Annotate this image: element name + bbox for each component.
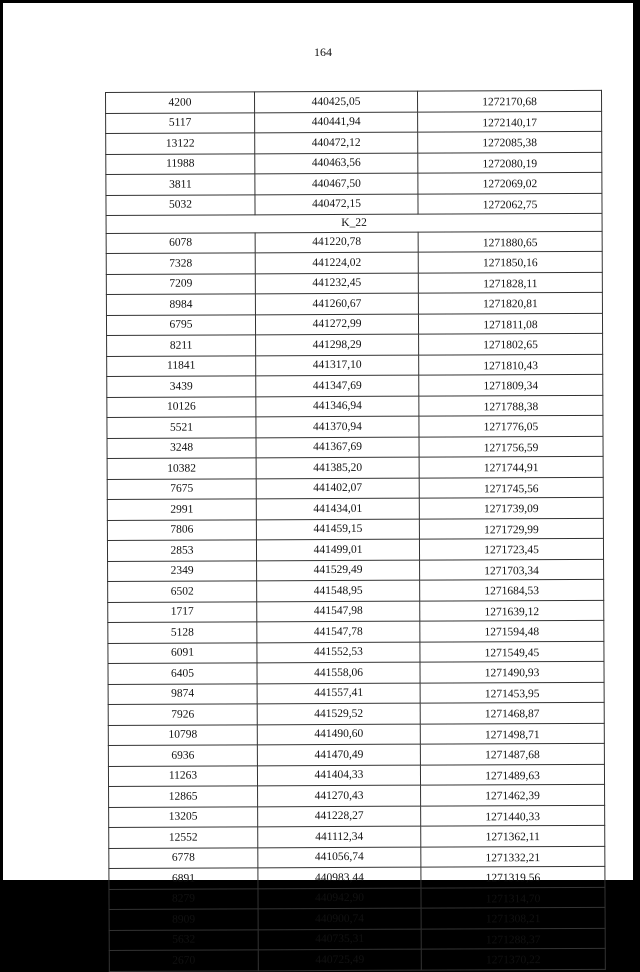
table-row <box>108 559 604 582</box>
x-coordinate-cell: 441385,20 <box>256 457 419 478</box>
x-coordinate-cell: 440983,44 <box>258 867 421 888</box>
point-number-cell: 6778 <box>109 847 258 868</box>
x-coordinate-cell: 440472,12 <box>255 132 418 153</box>
x-coordinate-cell: 441548,95 <box>257 580 420 601</box>
y-coordinate-cell: 1271723,45 <box>419 538 603 559</box>
table-row <box>106 90 602 113</box>
table-row <box>107 395 603 418</box>
y-coordinate-cell: 1271703,34 <box>420 559 604 580</box>
x-coordinate-cell: 441232,45 <box>255 273 418 294</box>
y-coordinate-cell: 1272170,68 <box>417 90 601 111</box>
point-number-cell: 3439 <box>107 376 256 397</box>
y-coordinate-cell: 1271776,05 <box>419 415 603 436</box>
y-coordinate-cell: 1271370,22 <box>421 948 605 969</box>
x-coordinate-cell: 440725,49 <box>258 949 421 970</box>
point-number-cell: 7328 <box>106 253 255 274</box>
table-row <box>109 907 605 930</box>
y-coordinate-cell: 1271880,65 <box>418 231 602 252</box>
x-coordinate-cell: 441347,69 <box>256 375 419 396</box>
table-row <box>108 600 604 623</box>
y-coordinate-cell: 1271744,91 <box>419 456 603 477</box>
y-coordinate-cell: 1271319,56 <box>421 866 605 887</box>
point-number-cell: 10382 <box>107 458 256 479</box>
point-number-cell: 6078 <box>106 232 255 253</box>
document-page <box>3 3 633 967</box>
table-row <box>109 784 605 807</box>
table-row <box>107 497 603 520</box>
table-row <box>107 436 603 459</box>
y-coordinate-cell: 1272085,38 <box>418 131 602 152</box>
table-row <box>107 518 603 541</box>
table-row <box>106 131 602 154</box>
table-row <box>109 825 605 848</box>
point-number-cell: 6502 <box>108 581 257 602</box>
x-coordinate-cell: 441490,60 <box>257 724 420 745</box>
x-coordinate-cell: 441298,29 <box>256 334 419 355</box>
point-number-cell: 6795 <box>106 314 255 335</box>
table-row <box>106 231 602 254</box>
x-coordinate-cell: 441552,53 <box>257 642 420 663</box>
table-row <box>106 193 602 216</box>
y-coordinate-cell: 1271314,70 <box>421 887 605 908</box>
point-number-cell: 5032 <box>106 194 255 215</box>
y-coordinate-cell: 1272069,02 <box>418 172 602 193</box>
x-coordinate-cell: 441370,94 <box>256 416 419 437</box>
y-coordinate-cell: 1271489,63 <box>420 764 604 785</box>
point-number-cell: 11263 <box>108 765 257 786</box>
x-coordinate-cell: 441470,49 <box>257 744 420 765</box>
x-coordinate-cell: 440735,31 <box>258 929 421 950</box>
point-number-cell: 5521 <box>107 417 256 438</box>
y-coordinate-cell: 1271820,81 <box>418 292 602 313</box>
table-row <box>109 948 605 971</box>
table-row <box>109 846 605 869</box>
x-coordinate-cell: 440900,74 <box>258 908 421 929</box>
table-row <box>108 661 604 684</box>
y-coordinate-cell: 1271487,68 <box>420 743 604 764</box>
x-coordinate-cell: 441529,49 <box>257 560 420 581</box>
y-coordinate-cell: 1271729,99 <box>419 518 603 539</box>
point-number-cell: 7675 <box>107 478 256 499</box>
x-coordinate-cell: 441270,43 <box>258 785 421 806</box>
point-number-cell: 7806 <box>107 519 256 540</box>
x-coordinate-cell: 441459,15 <box>256 519 419 540</box>
x-coordinate-cell: 441228,27 <box>258 806 421 827</box>
table-row <box>107 415 603 438</box>
point-number-cell: 8909 <box>109 909 258 930</box>
y-coordinate-cell: 1271802,65 <box>419 333 603 354</box>
table-row <box>107 456 603 479</box>
point-number-cell: 6091 <box>108 642 257 663</box>
coordinates-table <box>105 90 606 972</box>
y-coordinate-cell: 1271549,45 <box>420 641 604 662</box>
section-label: K_22 <box>106 213 602 233</box>
y-coordinate-cell: 1271440,33 <box>421 805 605 826</box>
y-coordinate-cell: 1272062,75 <box>418 193 602 214</box>
y-coordinate-cell: 1271498,71 <box>420 723 604 744</box>
x-coordinate-cell: 440463,56 <box>255 153 418 174</box>
table-row <box>108 743 604 766</box>
point-number-cell: 12865 <box>109 786 258 807</box>
point-number-cell: 10126 <box>107 396 256 417</box>
point-number-cell: 5117 <box>106 112 255 133</box>
y-coordinate-cell: 1271828,11 <box>418 272 602 293</box>
y-coordinate-cell: 1271811,08 <box>418 313 602 334</box>
x-coordinate-cell: 441346,94 <box>256 396 419 417</box>
point-number-cell: 11841 <box>107 355 256 376</box>
table-row <box>107 354 603 377</box>
page-number: 164 <box>314 45 332 59</box>
point-number-cell: 8211 <box>107 335 256 356</box>
table-row <box>106 292 602 315</box>
y-coordinate-cell: 1271809,34 <box>419 374 603 395</box>
table-row <box>106 172 602 195</box>
table-row <box>107 374 603 397</box>
y-coordinate-cell: 1271684,53 <box>420 579 604 600</box>
section-header-row <box>106 213 602 233</box>
point-number-cell: 2991 <box>107 499 256 520</box>
point-number-cell: 10798 <box>108 724 257 745</box>
table-row <box>108 620 604 643</box>
x-coordinate-cell: 440472,15 <box>255 194 418 215</box>
table-row <box>107 477 603 500</box>
y-coordinate-cell: 1271756,59 <box>419 436 603 457</box>
x-coordinate-cell: 441547,78 <box>257 621 420 642</box>
table-row <box>108 764 604 787</box>
table-row <box>108 579 604 602</box>
point-number-cell: 7209 <box>106 273 255 294</box>
y-coordinate-cell: 1271594,48 <box>420 620 604 641</box>
point-number-cell: 1717 <box>108 601 257 622</box>
x-coordinate-cell: 441547,98 <box>257 601 420 622</box>
x-coordinate-cell: 441499,01 <box>256 539 419 560</box>
y-coordinate-cell: 1271850,16 <box>418 251 602 272</box>
point-number-cell: 6405 <box>108 663 257 684</box>
y-coordinate-cell: 1271490,93 <box>420 661 604 682</box>
point-number-cell: 13122 <box>106 133 255 154</box>
x-coordinate-cell: 440942,90 <box>258 888 421 909</box>
table-row <box>108 723 604 746</box>
table-row <box>107 333 603 356</box>
y-coordinate-cell: 1272140,17 <box>418 111 602 132</box>
point-number-cell: 8279 <box>109 888 258 909</box>
y-coordinate-cell: 1271788,38 <box>419 395 603 416</box>
point-number-cell: 2349 <box>108 560 257 581</box>
x-coordinate-cell: 440441,94 <box>255 112 418 133</box>
x-coordinate-cell: 440467,50 <box>255 173 418 194</box>
table-row <box>109 887 605 910</box>
point-number-cell: 6891 <box>109 868 258 889</box>
point-number-cell: 6936 <box>108 745 257 766</box>
x-coordinate-cell: 441367,69 <box>256 437 419 458</box>
y-coordinate-cell: 1271462,39 <box>421 784 605 805</box>
y-coordinate-cell: 1271453,95 <box>420 682 604 703</box>
x-coordinate-cell: 441404,33 <box>257 765 420 786</box>
x-coordinate-cell: 441224,02 <box>255 252 418 273</box>
x-coordinate-cell: 441529,52 <box>257 703 420 724</box>
point-number-cell: 13205 <box>109 806 258 827</box>
y-coordinate-cell: 1271308,21 <box>421 907 605 928</box>
point-number-cell: 5128 <box>108 622 257 643</box>
table-row <box>106 313 602 336</box>
x-coordinate-cell: 441434,01 <box>256 498 419 519</box>
x-coordinate-cell: 441317,10 <box>256 355 419 376</box>
table-row <box>107 538 603 561</box>
table-row <box>106 152 602 175</box>
y-coordinate-cell: 1271332,21 <box>421 846 605 867</box>
point-number-cell: 4200 <box>106 92 255 113</box>
table-row <box>106 251 602 274</box>
coordinates-table-body <box>106 90 606 971</box>
point-number-cell: 11988 <box>106 153 255 174</box>
table-row <box>109 928 605 951</box>
table-row <box>108 682 604 705</box>
x-coordinate-cell: 441220,78 <box>255 232 418 253</box>
point-number-cell: 2853 <box>107 540 256 561</box>
y-coordinate-cell: 1271288,37 <box>421 928 605 949</box>
point-number-cell: 2670 <box>109 950 258 971</box>
point-number-cell: 3811 <box>106 174 255 195</box>
point-number-cell: 8984 <box>106 294 255 315</box>
x-coordinate-cell: 441402,07 <box>256 478 419 499</box>
table-row <box>109 866 605 889</box>
table-row <box>106 272 602 295</box>
table-row <box>109 805 605 828</box>
y-coordinate-cell: 1271468,87 <box>420 702 604 723</box>
y-coordinate-cell: 1272080,19 <box>418 152 602 173</box>
y-coordinate-cell: 1271745,56 <box>419 477 603 498</box>
table-row <box>108 641 604 664</box>
x-coordinate-cell: 440425,05 <box>255 91 418 112</box>
table-row <box>106 111 602 134</box>
point-number-cell: 5632 <box>109 929 258 950</box>
y-coordinate-cell: 1271639,12 <box>420 600 604 621</box>
point-number-cell: 7926 <box>108 704 257 725</box>
x-coordinate-cell: 441558,06 <box>257 662 420 683</box>
y-coordinate-cell: 1271739,09 <box>419 497 603 518</box>
table-row <box>108 702 604 725</box>
point-number-cell: 9874 <box>108 683 257 704</box>
x-coordinate-cell: 441112,34 <box>258 826 421 847</box>
x-coordinate-cell: 441056,74 <box>258 847 421 868</box>
x-coordinate-cell: 441260,67 <box>255 293 418 314</box>
point-number-cell: 12552 <box>109 827 258 848</box>
y-coordinate-cell: 1271810,43 <box>419 354 603 375</box>
x-coordinate-cell: 441272,99 <box>255 314 418 335</box>
x-coordinate-cell: 441557,41 <box>257 683 420 704</box>
point-number-cell: 3248 <box>107 437 256 458</box>
y-coordinate-cell: 1271362,11 <box>421 825 605 846</box>
